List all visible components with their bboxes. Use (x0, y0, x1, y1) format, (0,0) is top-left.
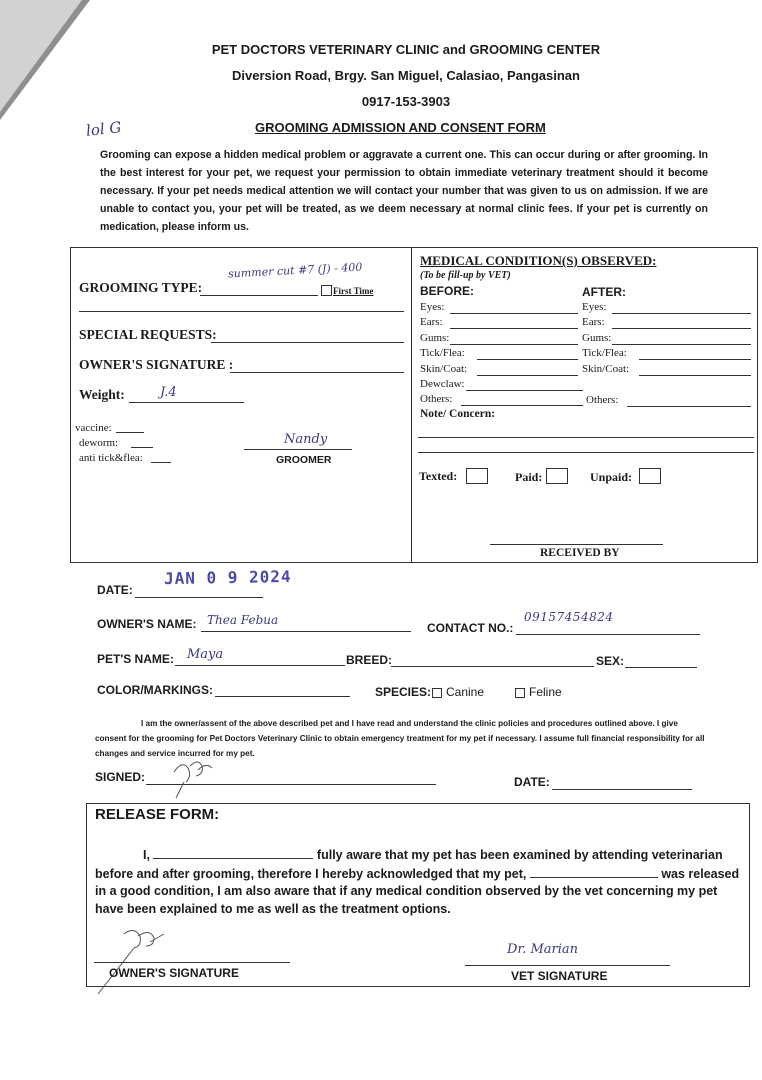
release-title: RELEASE FORM: (95, 806, 220, 823)
contact-value: 09157454824 (524, 610, 614, 624)
before-field-label: Others: (420, 393, 453, 406)
received-by-line[interactable] (490, 544, 663, 545)
paid-checkbox[interactable] (546, 468, 568, 484)
date-label: DATE: (97, 583, 133, 597)
vet-signature-line[interactable] (465, 965, 670, 966)
unpaid-checkbox[interactable] (639, 468, 661, 484)
owner-signature-line[interactable] (230, 372, 404, 373)
grooming-type-line[interactable] (200, 295, 318, 296)
before-field-label: Skin/Coat: (420, 362, 468, 375)
contact-label: CONTACT NO.: (427, 621, 514, 635)
form-title: GROOMING ADMISSION AND CONSENT FORM (255, 120, 546, 135)
after-field-label: Ears: (582, 316, 605, 329)
box-divider (411, 247, 412, 563)
signed-label: SIGNED: (95, 770, 146, 784)
after-field-label: Eyes: (582, 301, 607, 313)
after-field-line[interactable] (612, 313, 751, 314)
medical-subtitle: (To be fill-up by VET) (420, 270, 511, 281)
after-field-line[interactable] (639, 359, 751, 360)
paid-label: Paid: (515, 470, 543, 484)
intro-paragraph: Grooming can expose a hidden medical problem or aggravate a current one. This can occur during or after grooming. In the best interest for your pet, we request your permission to obtain immediate veterinary treatment should it become necessary. If your pet needs medical attention we will contact your number that was given to us on admission. If we are unable to contact you, your pet will be treated, as we deem necessary at normal clinic fees. If your pet is currently on medication, please inform us. (100, 149, 708, 233)
pet-name-label: PET'S NAME: (97, 652, 174, 666)
breed-line[interactable] (391, 666, 594, 667)
corner-handwritten-note: lol G (85, 118, 123, 140)
pet-name-value: Maya (187, 647, 224, 662)
after-field-line[interactable] (639, 375, 751, 376)
before-field-line[interactable] (450, 344, 578, 345)
note-line-1[interactable] (418, 437, 754, 438)
deworm-line[interactable] (131, 447, 153, 448)
weight-line[interactable] (129, 402, 244, 403)
species-option-feline[interactable] (515, 685, 562, 699)
first-time-label: First Time (333, 286, 374, 296)
after-field-line[interactable] (612, 344, 751, 345)
before-field-label: Tick/Flea: (420, 347, 465, 360)
weight-label: Weight: (79, 387, 125, 402)
release-pet-name-line[interactable] (530, 865, 658, 878)
after-field-label: Others: (586, 394, 619, 406)
release-owner-signature-label: OWNER'S SIGNATURE (109, 966, 239, 980)
canine-label: Canine (446, 685, 485, 699)
release-owner-signature-line[interactable] (94, 962, 290, 963)
before-field-line[interactable] (450, 313, 578, 314)
consent-paragraph: I am the owner/assent of the above described pet and I have read and understand the clinic policies and procedures outlined above. I give consent for the grooming for Pet Doctors Veterinary Clinic to obtain emergency treatment for my pet if necessary. I assume full financial responsibility for all changes and service incurred for my pet. (95, 719, 705, 758)
special-requests-label: SPECIAL REQUESTS: (79, 327, 217, 342)
before-field-line[interactable] (461, 405, 583, 406)
pet-name-line[interactable] (175, 665, 345, 666)
feline-label: Feline (529, 685, 562, 699)
deworm-label: deworm: (79, 437, 119, 449)
note-concern-label: Note/ Concern: (420, 408, 496, 420)
texted-checkbox[interactable] (466, 468, 488, 484)
medical-title: MEDICAL CONDITION(S) OBSERVED: (420, 253, 657, 268)
after-field-label: Skin/Coat: (582, 362, 630, 375)
before-field-label: Ears: (420, 316, 443, 329)
color-markings-line[interactable] (215, 696, 350, 697)
after-label: AFTER: (582, 285, 626, 299)
received-by-label: RECEIVED BY (540, 547, 620, 559)
consent-date-label: DATE: (514, 775, 550, 789)
date-line[interactable] (135, 597, 263, 598)
species-option-canine[interactable] (432, 685, 484, 699)
clinic-name: PET DOCTORS VETERINARY CLINIC and GROOMING CENTER (211, 42, 601, 57)
before-field-line[interactable] (477, 375, 578, 376)
breed-label: BREED: (346, 653, 393, 667)
antitick-line[interactable] (151, 462, 171, 463)
groomer-signature: Nandy (284, 432, 328, 447)
unpaid-label: Unpaid: (590, 470, 633, 484)
vet-signature-value: Dr. Marian (507, 942, 579, 957)
consent-date-line[interactable] (552, 789, 692, 790)
owner-name-line[interactable] (201, 631, 411, 632)
before-label: BEFORE: (420, 284, 474, 298)
grooming-extra-line (79, 311, 404, 312)
before-field-line[interactable] (477, 359, 578, 360)
owner-signature-scribble (168, 752, 218, 800)
feline-checkbox[interactable] (515, 688, 525, 698)
species-label: SPECIES: (375, 685, 432, 699)
grooming-type-label: GROOMING TYPE: (79, 280, 203, 295)
clinic-address: Diversion Road, Brgy. San Miguel, Calasiao, Pangasinan (232, 68, 580, 83)
canine-checkbox[interactable] (432, 688, 442, 698)
texted-label: Texted: (419, 469, 458, 483)
owner-name-label: OWNER'S NAME: (97, 617, 197, 631)
note-line-2[interactable] (418, 452, 754, 453)
before-field-label: Gums: (420, 331, 450, 344)
clinic-phone: 0917-153-3903 (361, 94, 451, 109)
vaccine-label: vaccine: (75, 422, 112, 434)
release-owner-signature-scribble (94, 924, 194, 998)
before-field-label: Eyes: (420, 301, 445, 313)
sex-line[interactable] (625, 667, 697, 668)
antitick-label: anti tick&flea: (79, 452, 143, 464)
vaccine-line[interactable] (116, 432, 144, 433)
owner-name-value: Thea Febua (207, 613, 279, 627)
after-field-line[interactable] (612, 328, 751, 329)
after-field-label: Tick/Flea: (582, 347, 627, 360)
color-markings-label: COLOR/MARKINGS: (97, 683, 213, 697)
after-field-label: Gums: (582, 331, 612, 344)
before-field-label: Dewclaw: (420, 378, 465, 390)
groomer-label: GROOMER (276, 454, 332, 466)
owner-signature-label: OWNER'S SIGNATURE : (79, 357, 234, 372)
vet-signature-label: VET SIGNATURE (511, 969, 608, 983)
grooming-type-value: summer cut #7 (J) - 400 (227, 260, 363, 281)
after-field-line[interactable] (627, 406, 751, 407)
groomer-signature-line[interactable] (244, 449, 352, 450)
date-stamp: JAN 0 9 2024 (163, 566, 292, 589)
special-requests-line[interactable] (211, 342, 404, 343)
release-paragraph: I, fully aware that my pet has been examined by attending veterinarian before and after grooming, therefore I hereby acknowledged that my pet, was released in a good condition, I am also aware that if any medical condition observed by the vet concerning my pet have been explained to me as well as the treatment options. (95, 848, 740, 916)
before-field-line[interactable] (466, 390, 583, 391)
contact-line[interactable] (516, 634, 700, 635)
sex-label: SEX: (596, 654, 625, 668)
weight-value: J.4 (160, 385, 177, 400)
first-time-box[interactable] (321, 285, 332, 296)
release-owner-name-line[interactable] (153, 846, 313, 859)
before-field-line[interactable] (450, 328, 578, 329)
